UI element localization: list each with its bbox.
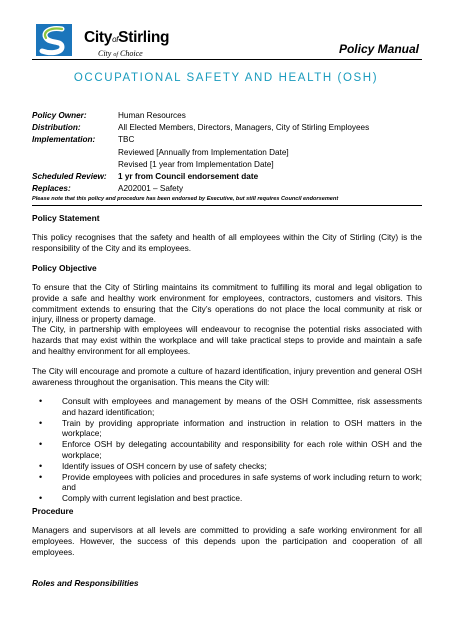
commitments-list	[32, 396, 422, 504]
policy-objective-paragraph-1: To ensure that the City of Stirling maintains its commitment to fulfilling its moral and legal obligation to provide a safe and healthy work environment for employees, contractors, customers and visitors. This commitment extends to ensuring that the City’s operations do not place the local community at risk or injury, illness or property damage.	[32, 282, 422, 325]
meta-row-distribution: Distribution: All Elected Members, Directors, Managers, City of Stirling Employees	[32, 123, 370, 133]
meta-row-implementation: Implementation: TBC	[32, 135, 135, 145]
list-item: • Consult with employees and management by means of the OSH Committee, risk assessments and hazard identification;	[32, 396, 422, 418]
policy-objective-paragraph-3: The City will encourage and promote a culture of hazard identification, injury prevention and general OSH awareness throughout the organisation. This means the City will:	[32, 366, 422, 387]
meta-row-reviewed: Reviewed [Annually from Implementation Date]	[118, 147, 289, 157]
policy-objective-paragraph-2: The City, in partnership with employees will endeavour to recognise the potential risks associated with hazards that may exist within the workplace and will take practical steps to provide and maintain a safe and healthy environment for all employees.	[32, 324, 422, 356]
policy-statement-text: This policy recognises that the safety and health of all employees within the City of Stirling (City) is the responsibility of the City and its employees.	[32, 232, 422, 253]
meta-row-revised: Revised [1 year from Implementation Date]	[118, 159, 274, 169]
roles-heading: Roles and Responsibilities	[32, 578, 139, 588]
endorsement-note: Please note that this policy and procedure has been endorsed by Executive, but still requires Council endorsement	[32, 196, 339, 202]
list-item: • Train by providing appropriate information and instruction in relation to OSH matters in the workplace;	[32, 418, 422, 440]
city-logo	[32, 20, 192, 64]
list-item: • Identify issues of OSH concern by use of safety checks;	[32, 461, 422, 472]
policy-statement-heading: Policy Statement	[32, 213, 100, 223]
city-swoosh-icon	[32, 20, 76, 60]
page-title: OCCUPATIONAL SAFETY AND HEALTH (OSH)	[73, 72, 379, 84]
meta-row-scheduled-review: Scheduled Review: 1 yr from Council endorsement date	[32, 172, 259, 182]
procedure-heading: Procedure	[32, 506, 74, 516]
list-item: • Comply with current legislation and best practice.	[32, 493, 422, 504]
policy-meta	[32, 110, 369, 195]
procedure-text: Managers and supervisors at all levels are committed to providing a safe working environment for all employees. However, the success of this depends upon the participation and cooperation of all employees.	[32, 525, 422, 557]
list-item: • Enforce OSH by delegating accountability and responsibility for each role within OSH and the workplace;	[32, 439, 422, 461]
meta-row-replaces: Replaces: A202001 – Safety	[32, 184, 184, 194]
list-item: • Provide employees with policies and procedures in safe systems of work including return to work; and	[32, 472, 422, 494]
policy-manual-label: Policy Manual	[338, 42, 419, 56]
brand-tagline: City of Choice	[98, 49, 143, 58]
meta-rule	[32, 205, 422, 206]
meta-row-owner: Policy Owner: Human Resources	[32, 111, 186, 120]
policy-objective-heading: Policy Objective	[32, 263, 97, 273]
header-rule	[32, 59, 422, 60]
brand-name: CityofStirling	[84, 29, 170, 46]
